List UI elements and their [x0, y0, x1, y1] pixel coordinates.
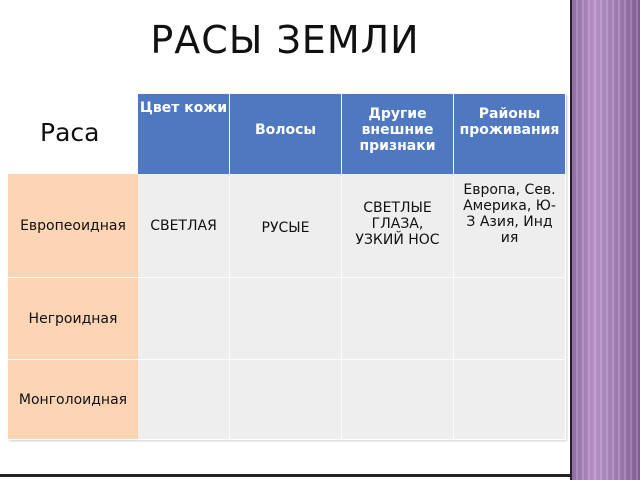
- row-head-mongoloid: Монголоидная: [8, 360, 138, 440]
- header-skin-color: Цвет кожи: [138, 94, 230, 174]
- decorative-side-panel: [570, 0, 640, 480]
- row-head-negroid: Негроидная: [8, 278, 138, 360]
- cell-negroid-hair: [230, 278, 342, 360]
- cell-europeoid-hair: РУСЫЕ: [230, 174, 342, 278]
- header-residence-areas: Районы проживания: [454, 94, 566, 174]
- bottom-divider: [0, 474, 570, 477]
- cell-negroid-features: [342, 278, 454, 360]
- cell-negroid-skin: [138, 278, 230, 360]
- race-column-label: Раса: [40, 118, 100, 147]
- cell-mongoloid-features: [342, 360, 454, 440]
- page-title: РАСЫ ЗЕМЛИ: [150, 18, 420, 62]
- cell-mongoloid-skin: [138, 360, 230, 440]
- cell-europeoid-features: СВЕТЛЫЕ ГЛАЗА, УЗКИЙ НОС: [342, 174, 454, 278]
- cell-mongoloid-hair: [230, 360, 342, 440]
- cell-europeoid-areas: Европа, Сев.Америка, Ю-З Азия, Индия: [454, 174, 566, 278]
- row-head-europeoid: Европеоидная: [8, 174, 138, 278]
- cell-negroid-areas: [454, 278, 566, 360]
- header-other-features: Другие внешние признаки: [342, 94, 454, 174]
- cell-europeoid-skin: СВЕТЛАЯ: [138, 174, 230, 278]
- header-hair: Волосы: [230, 94, 342, 174]
- cell-mongoloid-areas: [454, 360, 566, 440]
